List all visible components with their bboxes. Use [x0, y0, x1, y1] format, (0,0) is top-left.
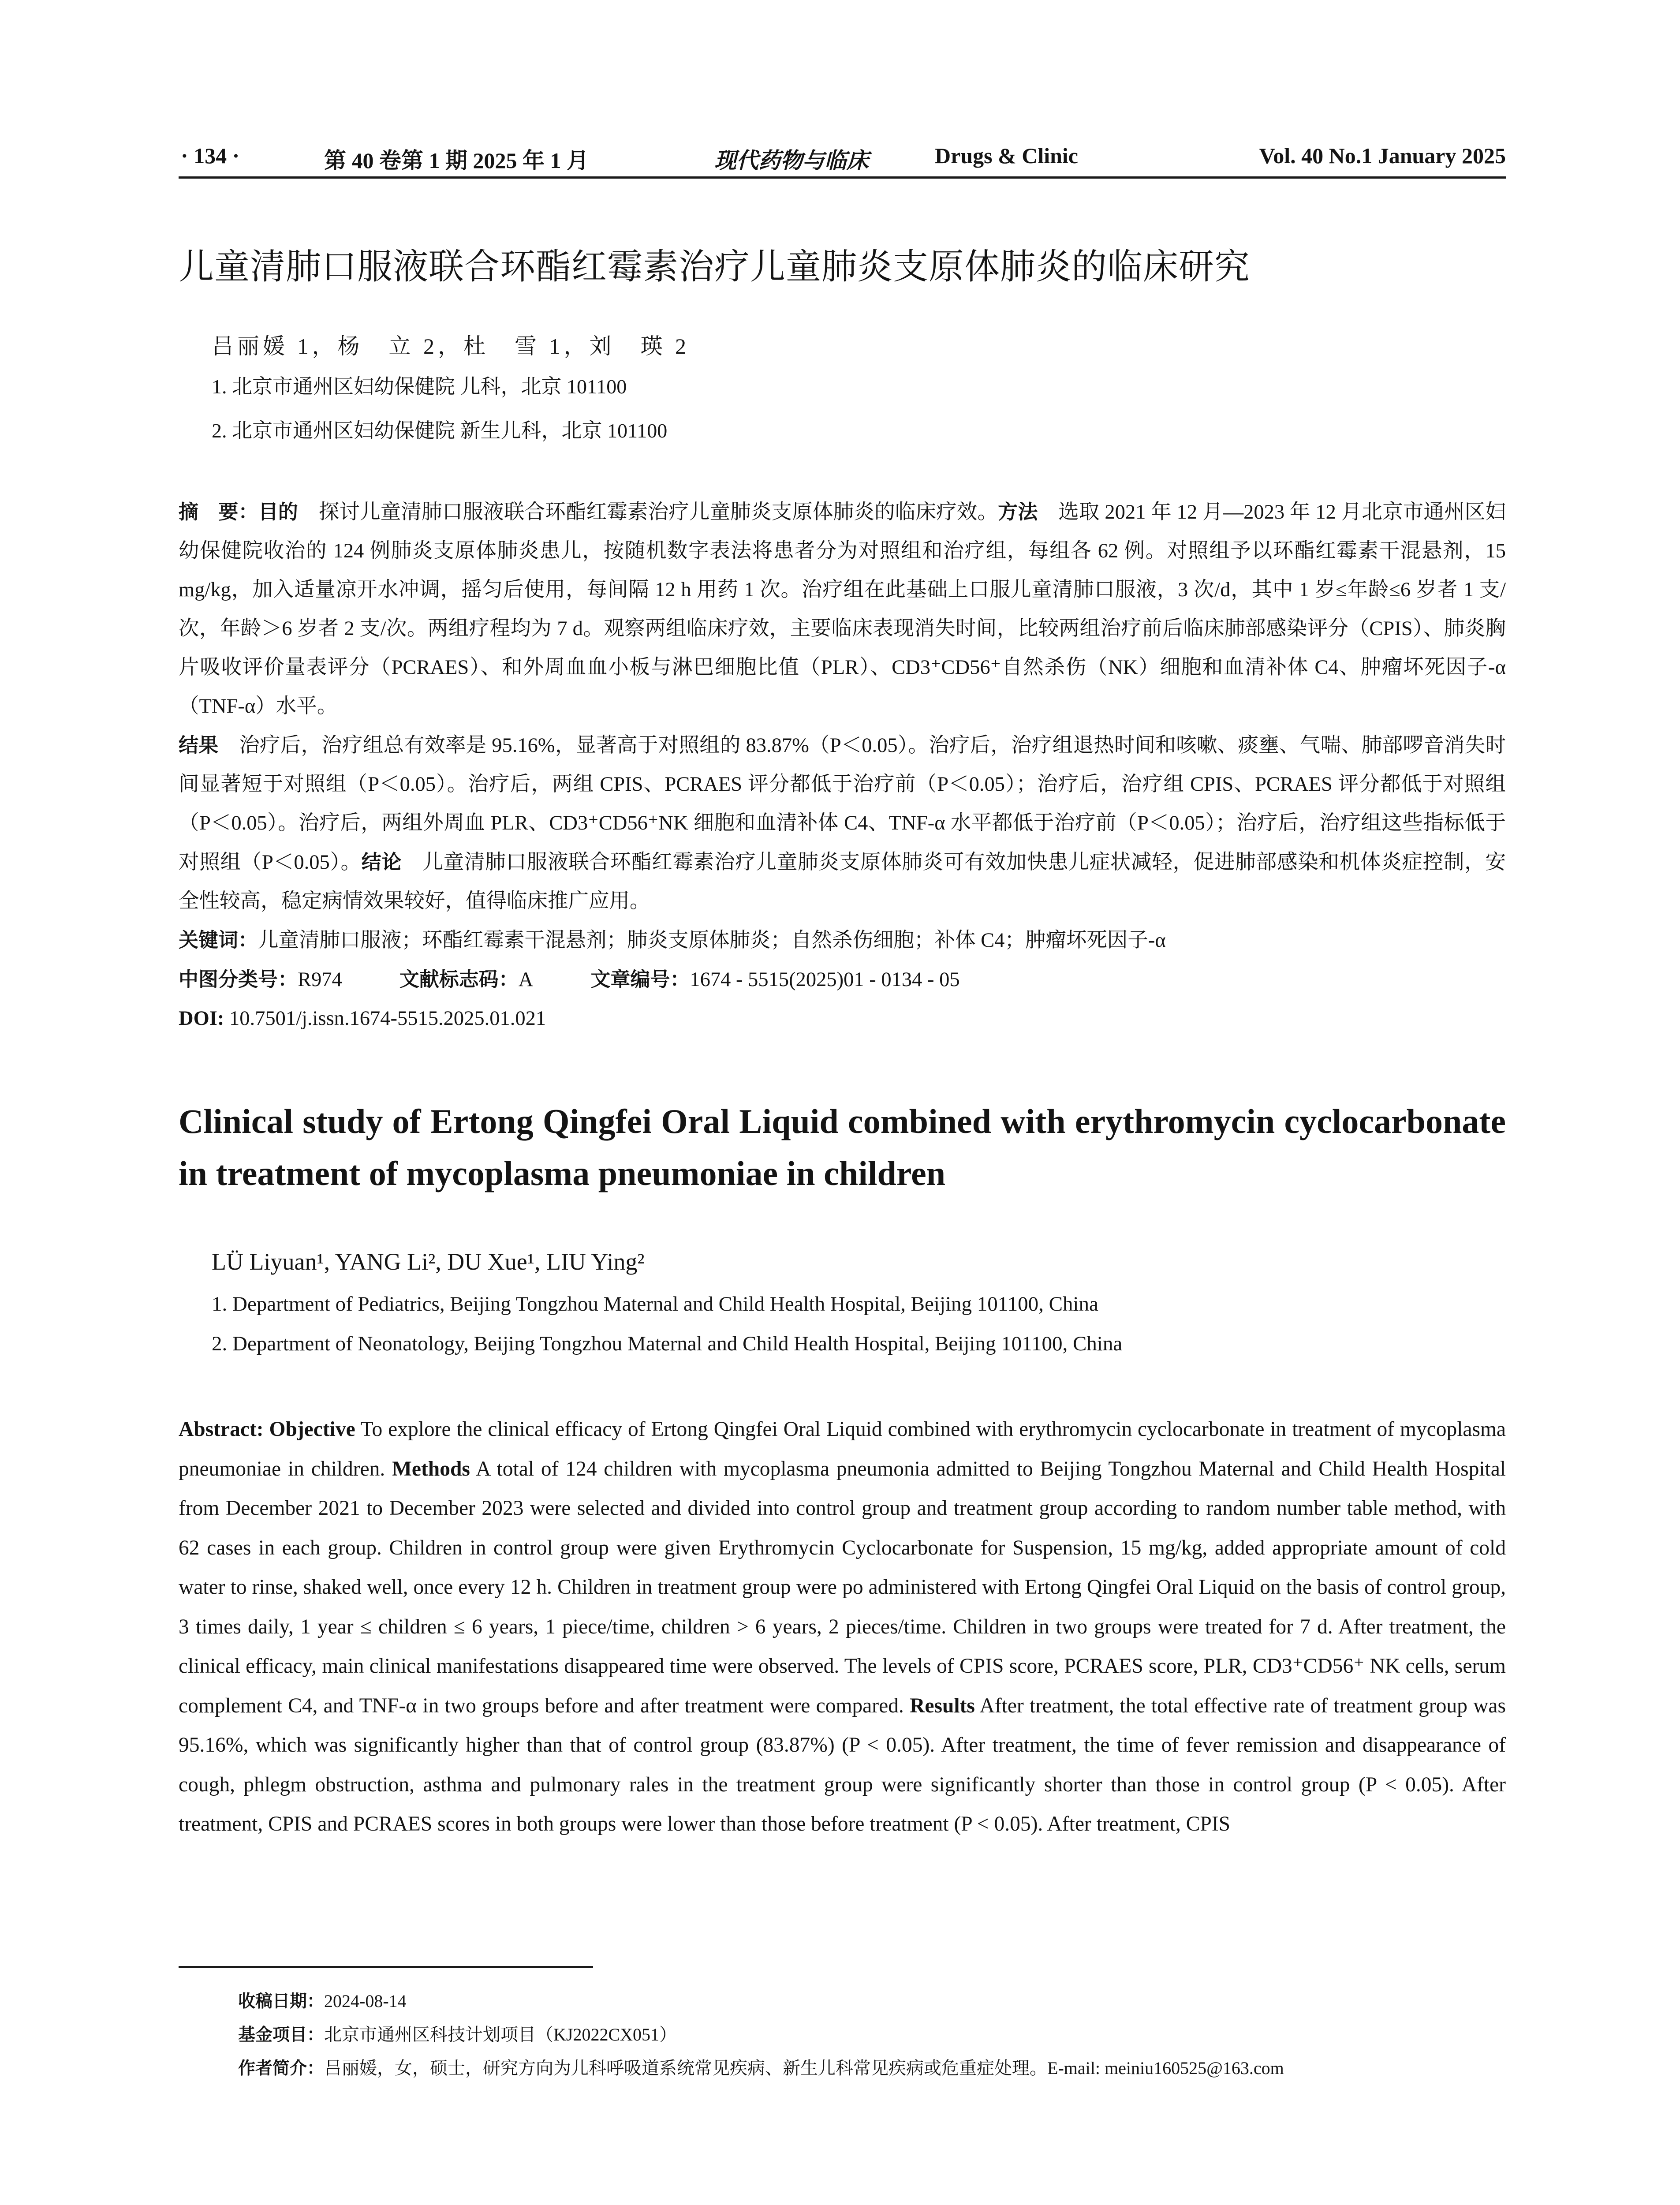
methods-text-cn: 选取 2021 年 12 月—2023 年 12 月北京市通州区妇幼保健院收治的 124 例肺炎支原体肺炎患儿，按随机数字表法将患者分为对照组和治疗组，每组各 62 例。对照组予以环酯红霉素干混悬剂，15 mg/kg，加入适量凉开水冲调，摇匀后使用，每间隔 12 h 用药 1 次。治疗组在此基础上口服儿童清肺口服液，3 次/d，其中 1 岁≤年龄≤6 岁者 1 支/次，年龄＞6 岁者 2 支/次。两组疗程均为 7 d。观察两组临床疗效，主要临床表现消失时间，比较两组治疗前后临床肺部感染评分（CPIS）、肺炎胸片吸收评价量表评分（PCRAES）、和外周血血小板与淋巴细胞比值（PLR）、CD3⁺CD56⁺自然杀伤（NK）细胞和血清补体 C4、肿瘤坏死因子-α（TNF-α）水平。	[179, 501, 1506, 718]
chinese-affiliations	[179, 365, 1506, 453]
doi-line	[179, 999, 1506, 1038]
author-bio-text: 吕丽媛，女，硕士，研究方向为儿科呼吸道系统常见疾病、新生儿科常见疾病或危重症处理。E-mail: meiniu160525@163.com	[324, 2058, 1284, 2078]
doi-value: 10.7501/j.issn.1674-5515.2025.01.021	[224, 1007, 546, 1030]
journal-name-cn: 现代药物与临床	[714, 148, 869, 173]
footnotes	[238, 1984, 1504, 2085]
conclusion-text-cn: 儿童清肺口服液联合环酯红霉素治疗儿童肺炎支原体肺炎可有效加快患儿症状减轻，促进肺部感染和机体炎症控制，安全性较高，稳定病情效果较好，值得临床推广应用。	[179, 851, 1506, 912]
english-abstract	[179, 1410, 1506, 1844]
journal-name-en: Drugs & Clinic	[935, 143, 1078, 168]
methods-text-en: A total of 124 children with mycoplasma pneumonia admitted to Beijing Tongzhou Maternal and Child Health Hospital from December 2021 to December 2023 were selected and divided into control group and treatment group according to random number table method, with 62 cases in each group. Children in control group were given Erythromycin Cyclocarbonate for Suspension, 15 mg/kg, added appropriate amount of cold water to rinse, shaked well, once every 12 h. Children in treatment group were po administered with Ertong Qingfei Oral Liquid on the basis of control group, 3 times daily, 1 year ≤ children ≤ 6 years, 1 piece/time, children > 6 years, 2 pieces/time. Children in two groups were treated for 7 d. After treatment, the clinical efficacy, main clinical manifestations disappeared time were observed. The levels of CPIS score, PCRAES score, PLR, CD3⁺CD56⁺ NK cells, serum complement C4, and TNF-α in two groups before and after treatment were compared.	[179, 1457, 1506, 1717]
objective-text-en: To explore the clinical efficacy of Ertong Qingfei Oral Liquid combined with erythromycin cyclocarbonate in treatment of mycoplasma pneumoniae in children.	[179, 1418, 1506, 1480]
footnote-divider	[179, 1966, 593, 1968]
received-date: 2024-08-14	[324, 1991, 407, 2011]
methods-label-cn: 方法	[998, 500, 1038, 523]
article-page	[179, 132, 1506, 1844]
abstract-label-en: Abstract:	[179, 1418, 264, 1441]
results-text-en: After treatment, the total effective rate of treatment group was 95.16%, which was significantly higher than that of control group (83.87%) (P < 0.05). After treatment, the time of fever remission and disappearance of cough, phlegm obstruction, asthma and pulmonary rales in the treatment group were significantly shorter than those in control group (P < 0.05). After treatment, CPIS and PCRAES scores in both groups were lower than those before treatment (P < 0.05). After treatment, CPIS	[179, 1694, 1506, 1835]
objective-label-en: Objective	[269, 1418, 355, 1441]
english-affiliations	[179, 1284, 1506, 1364]
english-title: Clinical study of Ertong Qingfei Oral Liquid combined with erythromycin cyclocarbonate in treatment of mycoplasma pneumoniae in children	[179, 1102, 1506, 1192]
chinese-affiliation-1: 1. 北京市通州区妇幼保健院 儿科，北京 101100	[212, 375, 627, 398]
chinese-abstract-body	[179, 493, 1506, 921]
english-affiliation-2: 2. Department of Neonatology, Beijing Tongzhou Maternal and Child Health Hospital, Beijing 101100, China	[212, 1332, 1123, 1355]
results-label-cn: 结果	[179, 733, 219, 757]
page-number: · 134 ·	[181, 143, 240, 168]
english-affiliation-1: 1. Department of Pediatrics, Beijing Tongzhou Maternal and Child Health Hospital, Beijing 101100, China	[212, 1293, 1098, 1316]
article-no-value: 1674 - 5515(2025)01 - 0134 - 05	[690, 968, 960, 991]
english-authors: LÜ Liyuan¹, YANG Li², DU Xue¹, LIU Ying²	[212, 1248, 645, 1275]
running-header	[179, 132, 1506, 179]
clc-label: 中图分类号：	[179, 968, 298, 991]
chinese-authors: 吕丽媛 1，杨 立 2，杜 雪 1，刘 瑛 2	[212, 334, 690, 359]
chinese-affiliation-2: 2. 北京市通州区妇幼保健院 新生儿科，北京 101100	[212, 419, 668, 442]
objective-label-cn: 目的	[258, 500, 299, 523]
volume-info-en: Vol. 40 No.1 January 2025	[1259, 143, 1506, 168]
classification-line	[179, 960, 1506, 999]
received-date-line	[238, 1984, 1504, 2018]
doccode-value: A	[518, 968, 534, 991]
chinese-abstract	[179, 493, 1506, 1038]
keywords-label: 关键词：	[179, 928, 258, 952]
issue-info: 第 40 卷第 1 期 2025 年 1 月	[324, 148, 589, 173]
fund-label: 基金项目：	[238, 2025, 325, 2045]
author-bio-label: 作者简介：	[238, 2059, 325, 2078]
clc-value: R974	[298, 968, 342, 991]
author-bio-line	[238, 2052, 1504, 2085]
objective-text-cn: 探讨儿童清肺口服液联合环酯红霉素治疗儿童肺炎支原体肺炎的临床疗效。	[298, 501, 998, 523]
results-text-cn: 治疗后，治疗组总有效率是 95.16%，显著高于对照组的 83.87%（P＜0.05）。治疗后，治疗组退热时间和咳嗽、痰壅、气喘、肺部啰音消失时间显著短于对照组（P＜0.05）。治疗后，两组 CPIS、PCRAES 评分都低于治疗前（P＜0.05）；治疗后，治疗组 CPIS、PCRAES 评分都低于对照组（P＜0.05）。治疗后，两组外周血 PLR、CD3⁺CD56⁺NK 细胞和血清补体 C4、TNF-α 水平都低于治疗前（P＜0.05）；治疗后，治疗组这些指标低于对照组（P＜0.05）。	[179, 734, 1506, 874]
doi-label: DOI:	[179, 1007, 224, 1030]
fund-line	[238, 2018, 1504, 2052]
results-label-en: Results	[910, 1694, 975, 1717]
english-abstract-body	[179, 1410, 1506, 1844]
conclusion-label-cn: 结论	[361, 850, 402, 874]
keywords-line	[179, 921, 1506, 960]
chinese-title: 儿童清肺口服液联合环酯红霉素治疗儿童肺炎支原体肺炎的临床研究	[179, 246, 1250, 287]
abstract-label-cn: 摘 要：	[179, 500, 258, 523]
received-label: 收稿日期：	[238, 1992, 325, 2011]
article-no-label: 文章编号：	[590, 968, 690, 991]
doccode-label: 文献标志码：	[399, 968, 519, 991]
methods-label-en: Methods	[392, 1457, 470, 1480]
fund-text: 北京市通州区科技计划项目（KJ2022CX051）	[324, 2025, 677, 2044]
keywords-text: 儿童清肺口服液；环酯红霉素干混悬剂；肺炎支原体肺炎；自然杀伤细胞；补体 C4；肿瘤坏死因子-α	[258, 929, 1166, 952]
